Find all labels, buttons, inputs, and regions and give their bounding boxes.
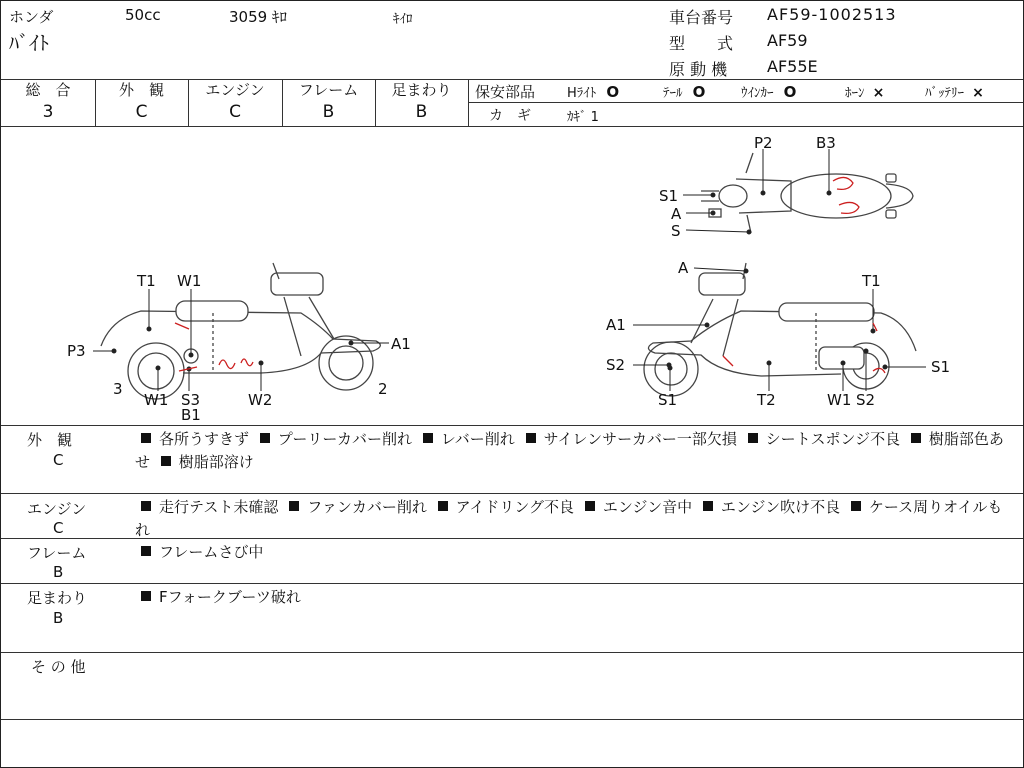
- note-grade: B: [53, 563, 64, 581]
- part-label: S1: [659, 187, 679, 205]
- note-exterior-items: [135, 428, 1015, 474]
- grade-value: C: [135, 102, 148, 122]
- safety-mark: ×: [872, 85, 885, 101]
- divider: [468, 79, 469, 126]
- displacement: 50cc: [125, 6, 161, 24]
- note-label: 外 観: [27, 431, 73, 449]
- bullet: [585, 501, 595, 511]
- safety-mark: ×: [972, 85, 984, 101]
- note-grade: C: [53, 519, 64, 537]
- safety-item-tail: [663, 82, 705, 101]
- part-label: B3: [816, 134, 836, 152]
- safety-label: ｳｲﾝｶｰ: [741, 86, 774, 101]
- key-label: カ ギ: [489, 108, 531, 124]
- grade-value: 3: [42, 102, 54, 122]
- type-label: 型 式: [669, 34, 734, 53]
- bullet: [438, 501, 448, 511]
- note-engine-items: [135, 496, 1015, 542]
- note-label: そ の 他: [31, 658, 86, 676]
- bullet: [260, 433, 270, 443]
- safety-item-headlight: [567, 82, 619, 101]
- part-label: S1: [658, 391, 678, 409]
- note-label: エンジン: [27, 500, 87, 518]
- note-suspension-items: [135, 586, 1015, 609]
- mileage-unit: ｷﾛ: [271, 8, 287, 26]
- safety-item-horn: [845, 82, 884, 101]
- part-label: 3: [113, 380, 123, 398]
- bullet: [141, 546, 151, 556]
- bullet: [141, 501, 151, 511]
- safety-mark: O: [692, 83, 706, 101]
- note-frame-items: [135, 541, 1015, 564]
- part-label: W1: [177, 272, 202, 290]
- engine-label: 原 動 機: [669, 60, 728, 79]
- part-label: A: [678, 259, 689, 277]
- scooter-top-view: [701, 153, 913, 233]
- grade-frame: [282, 80, 375, 124]
- chassis-label: 車台番号: [669, 8, 734, 27]
- grade-label: エンジン: [205, 81, 265, 99]
- grade-value: C: [229, 102, 241, 122]
- bullet: [748, 433, 758, 443]
- note-item: 樹脂部色あせ: [135, 430, 1004, 471]
- part-label: T1: [862, 272, 881, 290]
- note-item: 樹脂部溶け: [178, 453, 254, 471]
- note-item: エンジン吹け不良: [720, 498, 841, 516]
- note-item: フレームさび中: [159, 543, 264, 561]
- part-label: P3: [67, 342, 86, 360]
- grade-label: 外 観: [118, 81, 164, 99]
- type-value: AF59: [767, 31, 808, 50]
- part-label: S2: [856, 391, 876, 409]
- mileage-value: 3059: [229, 8, 268, 26]
- part-label: W1: [827, 391, 852, 409]
- note-item: アイドリング不良: [455, 498, 575, 516]
- part-label: W2: [248, 391, 273, 409]
- safety-item-winker: [741, 82, 796, 101]
- model-name: ﾊﾞｲﾄ: [9, 31, 49, 55]
- grade-overall: [1, 80, 95, 124]
- bullet: [289, 501, 299, 511]
- divider: [1, 493, 1023, 494]
- safety-title: 保安部品: [475, 83, 536, 101]
- note-item: 各所うすきず: [159, 430, 250, 448]
- note-item: ファンカバー削れ: [307, 498, 427, 516]
- grade-value: B: [322, 102, 335, 122]
- note-item: 走行テスト未確認: [159, 498, 279, 516]
- part-label: B1: [181, 406, 201, 424]
- bullet: [851, 501, 861, 511]
- bullet: [161, 456, 171, 466]
- divider: [1, 425, 1023, 426]
- part-label: A1: [391, 335, 411, 353]
- part-label: P2: [754, 134, 773, 152]
- part-label: T1: [137, 272, 156, 290]
- safety-mark: O: [783, 83, 797, 101]
- note-item: シートスポンジ不良: [765, 430, 901, 448]
- safety-item-battery: [925, 82, 984, 101]
- divider: [469, 102, 1023, 103]
- bullet: [141, 591, 151, 601]
- safety-mark: O: [606, 83, 620, 101]
- part-label: S1: [931, 358, 951, 376]
- maker: ホンダ: [9, 8, 54, 26]
- part-label: T2: [757, 391, 776, 409]
- note-item: ケース周りオイルもれ: [135, 498, 1003, 539]
- safety-label: ﾊﾞｯﾃﾘｰ: [925, 86, 964, 101]
- damage-diagram: [1, 126, 1023, 426]
- note-item: サイレンサーカバー一部欠損: [543, 430, 737, 448]
- grade-label: 総 合: [25, 81, 71, 99]
- engine-value: AF55E: [767, 57, 818, 76]
- note-grade: C: [53, 451, 64, 469]
- grade-suspension: [375, 80, 468, 124]
- part-label: A: [671, 205, 682, 223]
- bullet: [911, 433, 921, 443]
- safety-label: Hﾗｲﾄ: [567, 86, 597, 101]
- part-label: W1: [144, 391, 169, 409]
- grade-engine: [188, 80, 282, 124]
- part-label: S2: [606, 356, 626, 374]
- mileage-flag: ｷｲﾛ: [393, 12, 413, 27]
- bullet: [423, 433, 433, 443]
- grade-label: 足まわり: [391, 81, 452, 99]
- note-grade: B: [53, 609, 64, 627]
- note-item: レバー削れ: [440, 430, 515, 448]
- divider: [1, 652, 1023, 653]
- key-value: ｶｷﾞ 1: [567, 110, 599, 125]
- bullet: [141, 433, 151, 443]
- bullet: [526, 433, 536, 443]
- divider: [1, 719, 1023, 720]
- part-label: 2: [378, 380, 388, 398]
- part-label: S3: [181, 391, 201, 409]
- note-item: Fフォークブーツ破れ: [159, 588, 301, 606]
- chassis-value: AF59-1002513: [767, 5, 897, 24]
- divider: [1, 583, 1023, 584]
- mileage: [229, 6, 287, 27]
- note-label: 足まわり: [27, 589, 88, 607]
- safety-label: ﾃｰﾙ: [663, 86, 683, 101]
- safety-label: ﾎｰﾝ: [845, 86, 865, 101]
- grade-label: フレーム: [298, 81, 359, 99]
- bullet: [703, 501, 713, 511]
- grade-exterior: [95, 80, 188, 124]
- note-label: フレーム: [27, 544, 87, 562]
- note-item: エンジン音中: [602, 498, 693, 516]
- grade-value: B: [415, 102, 428, 122]
- part-label: S: [671, 222, 681, 240]
- part-label: A1: [606, 316, 626, 334]
- note-item: プーリーカバー削れ: [277, 430, 413, 448]
